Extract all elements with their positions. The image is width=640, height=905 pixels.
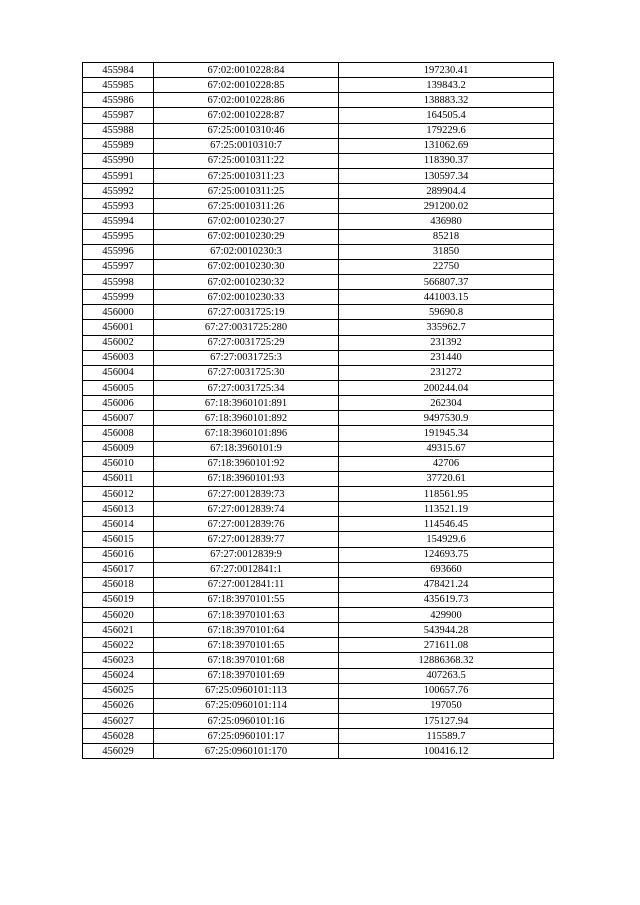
table-row	[83, 517, 554, 532]
row-number-cell: 456012	[83, 486, 154, 501]
row-number-cell: 456026	[83, 698, 154, 713]
row-number-cell: 456021	[83, 623, 154, 638]
table-row	[83, 290, 554, 305]
table-row	[83, 426, 554, 441]
value-cell: 139843.2	[339, 78, 554, 93]
cadastral-number-cell: 67:25:0960101:114	[154, 698, 339, 713]
value-cell: 49315.67	[339, 441, 554, 456]
row-number-cell: 456004	[83, 365, 154, 380]
cadastral-number-cell: 67:27:0031725:280	[154, 320, 339, 335]
cadastral-number-cell: 67:18:3970101:63	[154, 608, 339, 623]
value-cell: 407263.5	[339, 668, 554, 683]
cadastral-number-cell: 67:18:3970101:65	[154, 638, 339, 653]
cadastral-number-cell: 67:27:0012841:1	[154, 562, 339, 577]
cadastral-number-cell: 67:18:3970101:69	[154, 668, 339, 683]
value-cell: 289904.4	[339, 184, 554, 199]
table-row	[83, 78, 554, 93]
table-row	[83, 259, 554, 274]
table-row	[83, 592, 554, 607]
cadastral-number-cell: 67:25:0010311:23	[154, 168, 339, 183]
value-cell: 429900	[339, 608, 554, 623]
value-cell: 262304	[339, 396, 554, 411]
row-number-cell: 456010	[83, 456, 154, 471]
cadastral-number-cell: 67:27:0031725:34	[154, 380, 339, 395]
cadastral-number-cell: 67:02:0010230:33	[154, 290, 339, 305]
cadastral-number-cell: 67:18:3960101:92	[154, 456, 339, 471]
cadastral-number-cell: 67:25:0010310:7	[154, 138, 339, 153]
table-row	[83, 623, 554, 638]
value-cell: 566807.37	[339, 274, 554, 289]
cadastral-number-cell: 67:27:0012839:77	[154, 532, 339, 547]
table-row	[83, 153, 554, 168]
value-cell: 197050	[339, 698, 554, 713]
row-number-cell: 455984	[83, 63, 154, 78]
cadastral-number-cell: 67:25:0010310:46	[154, 123, 339, 138]
row-number-cell: 456016	[83, 547, 154, 562]
row-number-cell: 455998	[83, 274, 154, 289]
cadastral-number-cell: 67:27:0012839:76	[154, 517, 339, 532]
value-cell: 130597.34	[339, 168, 554, 183]
cadastral-number-cell: 67:18:3960101:896	[154, 426, 339, 441]
value-cell: 231272	[339, 365, 554, 380]
table-row	[83, 214, 554, 229]
table-row	[83, 486, 554, 501]
table-row	[83, 653, 554, 668]
value-cell: 693660	[339, 562, 554, 577]
row-number-cell: 456009	[83, 441, 154, 456]
row-number-cell: 455993	[83, 199, 154, 214]
value-cell: 100416.12	[339, 744, 554, 759]
row-number-cell: 456025	[83, 683, 154, 698]
row-number-cell: 455995	[83, 229, 154, 244]
table-row	[83, 729, 554, 744]
value-cell: 42706	[339, 456, 554, 471]
row-number-cell: 456018	[83, 577, 154, 592]
table-row	[83, 714, 554, 729]
value-cell: 191945.34	[339, 426, 554, 441]
row-number-cell: 456005	[83, 380, 154, 395]
table-row	[83, 411, 554, 426]
row-number-cell: 456022	[83, 638, 154, 653]
value-cell: 179229.6	[339, 123, 554, 138]
row-number-cell: 455990	[83, 153, 154, 168]
value-cell: 435619.73	[339, 592, 554, 607]
cadastral-number-cell: 67:25:0960101:17	[154, 729, 339, 744]
row-number-cell: 456019	[83, 592, 154, 607]
table-row	[83, 683, 554, 698]
cadastral-number-cell: 67:02:0010230:30	[154, 259, 339, 274]
table-row	[83, 547, 554, 562]
table-row	[83, 184, 554, 199]
cadastral-number-cell: 67:18:3960101:891	[154, 396, 339, 411]
table-row	[83, 744, 554, 759]
row-number-cell: 456017	[83, 562, 154, 577]
table-row	[83, 123, 554, 138]
value-cell: 85218	[339, 229, 554, 244]
table-row	[83, 365, 554, 380]
cadastral-number-cell: 67:25:0960101:170	[154, 744, 339, 759]
cadastral-number-cell: 67:02:0010230:3	[154, 244, 339, 259]
value-cell: 9497530.9	[339, 411, 554, 426]
table-row	[83, 638, 554, 653]
row-number-cell: 455991	[83, 168, 154, 183]
cadastral-value-table	[82, 62, 554, 759]
cadastral-number-cell: 67:27:0012839:73	[154, 486, 339, 501]
row-number-cell: 456027	[83, 714, 154, 729]
row-number-cell: 455986	[83, 93, 154, 108]
cadastral-number-cell: 67:18:3960101:892	[154, 411, 339, 426]
cadastral-number-cell: 67:18:3960101:9	[154, 441, 339, 456]
value-cell: 138883.32	[339, 93, 554, 108]
value-cell: 441003.15	[339, 290, 554, 305]
table-row	[83, 274, 554, 289]
cadastral-number-cell: 67:02:0010228:84	[154, 63, 339, 78]
cadastral-number-cell: 67:27:0012839:74	[154, 502, 339, 517]
row-number-cell: 456008	[83, 426, 154, 441]
value-cell: 114546.45	[339, 517, 554, 532]
cadastral-number-cell: 67:27:0031725:30	[154, 365, 339, 380]
value-cell: 118561.95	[339, 486, 554, 501]
row-number-cell: 456023	[83, 653, 154, 668]
value-cell: 543944.28	[339, 623, 554, 638]
table-row	[83, 320, 554, 335]
cadastral-number-cell: 67:18:3960101:93	[154, 471, 339, 486]
cadastral-number-cell: 67:27:0012841:11	[154, 577, 339, 592]
cadastral-number-cell: 67:02:0010228:86	[154, 93, 339, 108]
cadastral-number-cell: 67:27:0031725:3	[154, 350, 339, 365]
row-number-cell: 456029	[83, 744, 154, 759]
table-row	[83, 350, 554, 365]
table-row	[83, 562, 554, 577]
row-number-cell: 455987	[83, 108, 154, 123]
value-cell: 197230.41	[339, 63, 554, 78]
table-body	[83, 63, 554, 759]
table-row	[83, 199, 554, 214]
row-number-cell: 456007	[83, 411, 154, 426]
value-cell: 231440	[339, 350, 554, 365]
cadastral-number-cell: 67:27:0012839:9	[154, 547, 339, 562]
table-row	[83, 108, 554, 123]
cadastral-number-cell: 67:02:0010228:85	[154, 78, 339, 93]
table-row	[83, 229, 554, 244]
cadastral-number-cell: 67:18:3970101:68	[154, 653, 339, 668]
table-row	[83, 456, 554, 471]
table-row	[83, 380, 554, 395]
cadastral-number-cell: 67:18:3970101:55	[154, 592, 339, 607]
value-cell: 31850	[339, 244, 554, 259]
table-row	[83, 138, 554, 153]
value-cell: 59690.8	[339, 305, 554, 320]
table-row	[83, 577, 554, 592]
row-number-cell: 455988	[83, 123, 154, 138]
value-cell: 478421.24	[339, 577, 554, 592]
value-cell: 231392	[339, 335, 554, 350]
cadastral-number-cell: 67:27:0031725:19	[154, 305, 339, 320]
table-row	[83, 305, 554, 320]
row-number-cell: 456011	[83, 471, 154, 486]
row-number-cell: 456013	[83, 502, 154, 517]
value-cell: 291200.02	[339, 199, 554, 214]
cadastral-number-cell: 67:02:0010230:32	[154, 274, 339, 289]
row-number-cell: 456020	[83, 608, 154, 623]
value-cell: 175127.94	[339, 714, 554, 729]
row-number-cell: 455985	[83, 78, 154, 93]
cadastral-number-cell: 67:25:0010311:26	[154, 199, 339, 214]
table-row	[83, 698, 554, 713]
row-number-cell: 456001	[83, 320, 154, 335]
cadastral-number-cell: 67:25:0960101:113	[154, 683, 339, 698]
cadastral-number-cell: 67:02:0010228:87	[154, 108, 339, 123]
table-row	[83, 335, 554, 350]
row-number-cell: 456002	[83, 335, 154, 350]
value-cell: 164505.4	[339, 108, 554, 123]
cadastral-number-cell: 67:18:3970101:64	[154, 623, 339, 638]
value-cell: 335962.7	[339, 320, 554, 335]
table-row	[83, 244, 554, 259]
value-cell: 271611.08	[339, 638, 554, 653]
cadastral-number-cell: 67:25:0010311:22	[154, 153, 339, 168]
table-row	[83, 396, 554, 411]
row-number-cell: 456015	[83, 532, 154, 547]
value-cell: 12886368.32	[339, 653, 554, 668]
row-number-cell: 455999	[83, 290, 154, 305]
row-number-cell: 455994	[83, 214, 154, 229]
cadastral-number-cell: 67:25:0960101:16	[154, 714, 339, 729]
value-cell: 22750	[339, 259, 554, 274]
table-row	[83, 441, 554, 456]
row-number-cell: 455989	[83, 138, 154, 153]
value-cell: 118390.37	[339, 153, 554, 168]
cadastral-number-cell: 67:25:0010311:25	[154, 184, 339, 199]
table-row	[83, 471, 554, 486]
row-number-cell: 456003	[83, 350, 154, 365]
row-number-cell: 456000	[83, 305, 154, 320]
cadastral-number-cell: 67:02:0010230:29	[154, 229, 339, 244]
row-number-cell: 456028	[83, 729, 154, 744]
table-row	[83, 63, 554, 78]
value-cell: 113521.19	[339, 502, 554, 517]
value-cell: 200244.04	[339, 380, 554, 395]
table-row	[83, 668, 554, 683]
row-number-cell: 455997	[83, 259, 154, 274]
table-row	[83, 93, 554, 108]
table-row	[83, 608, 554, 623]
row-number-cell: 456024	[83, 668, 154, 683]
value-cell: 154929.6	[339, 532, 554, 547]
row-number-cell: 455996	[83, 244, 154, 259]
row-number-cell: 456014	[83, 517, 154, 532]
value-cell: 436980	[339, 214, 554, 229]
cadastral-number-cell: 67:27:0031725:29	[154, 335, 339, 350]
table-row	[83, 502, 554, 517]
value-cell: 115589.7	[339, 729, 554, 744]
cadastral-number-cell: 67:02:0010230:27	[154, 214, 339, 229]
table-row	[83, 168, 554, 183]
value-cell: 124693.75	[339, 547, 554, 562]
row-number-cell: 456006	[83, 396, 154, 411]
table-row	[83, 532, 554, 547]
value-cell: 37720.61	[339, 471, 554, 486]
value-cell: 100657.76	[339, 683, 554, 698]
row-number-cell: 455992	[83, 184, 154, 199]
value-cell: 131062.69	[339, 138, 554, 153]
